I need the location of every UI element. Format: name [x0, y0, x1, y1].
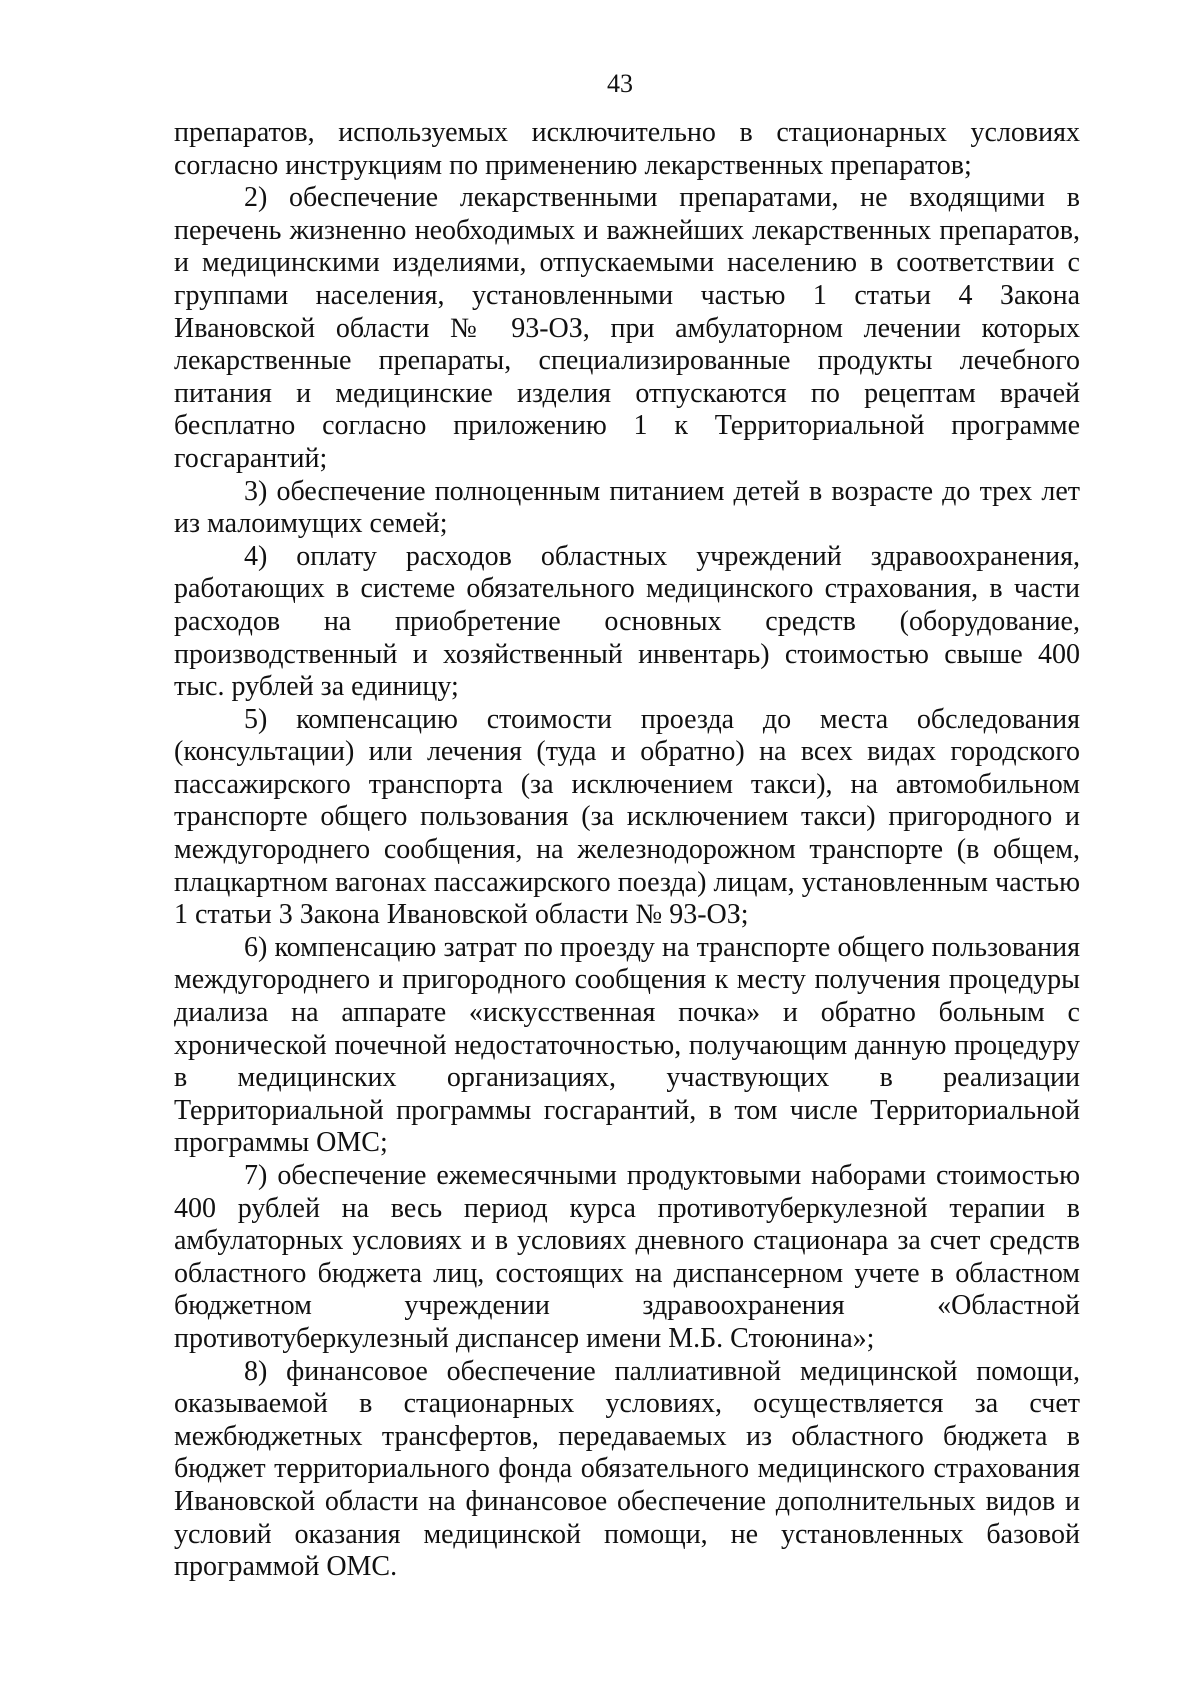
- paragraph-continuation: препаратов, используемых исключительно в стационарных условиях согласно инструкциям по применению лекарственных препаратов;: [174, 117, 1080, 181]
- paragraph-item-4: 4) оплату расходов областных учреждений здравоохранения, работающих в системе обязательного медицинского страхования, в части расходов на приобретение основных средств (оборудование, производственный и хозяйственный инвентарь) стоимостью свыше 400 тыс. рублей за единицу;: [174, 540, 1080, 703]
- paragraph-item-2: 2) обеспечение лекарственными препаратами, не входящими в перечень жизненно необходимых и важнейших лекарственных препаратов, и медицинскими изделиями, отпускаемыми населению в соответствии с группами населения, установленными частью 1 статьи 4 Закона Ивановской области № 93-ОЗ, при амбулаторном лечении которых лекарственные препараты, специализированные продукты лечебного питания и медицинские изделия отпускаются по рецептам врачей бесплатно согласно приложению 1 к Территориальной программе госгарантий;: [174, 182, 1080, 474]
- document-body: [174, 117, 1080, 1584]
- paragraph-item-5: 5) компенсацию стоимости проезда до места обследования (консультации) или лечения (туда и обратно) на всех видах городского пассажирского транспорта (за исключением такси), на автомобильном транспорте общего пользования (за исключением такси) пригородного и междугороднего сообщения, на железнодорожном транспорте (в общем, плацкартном вагонах пассажирского поезда) лицам, установленным частью 1 статьи 3 Закона Ивановской области № 93-ОЗ;: [174, 703, 1080, 931]
- paragraph-item-8: 8) финансовое обеспечение паллиативной медицинской помощи, оказываемой в стационарных условиях, осуществляется за счет межбюджетных трансфертов, передаваемых из областного бюджета в бюджет территориального фонда обязательного медицинского страхования Ивановской области на финансовое обеспечение дополнительных видов и условий оказания медицинской помощи, не установленных базовой программой ОМС.: [174, 1355, 1080, 1583]
- page-number: 43: [607, 69, 633, 98]
- paragraph-item-7: 7) обеспечение ежемесячными продуктовыми наборами стоимостью 400 рублей на весь период курса противотуберкулезной терапии в амбулаторных условиях и в условиях дневного стационара за счет средств областного бюджета лиц, состоящих на диспансерном учете в областном бюджетном учреждении здравоохранения «Областной противотуберкулезный диспансер имени М.Б. Стоюнина»;: [174, 1160, 1080, 1354]
- paragraph-item-3: 3) обеспечение полноценным питанием детей в возрасте до трех лет из малоимущих семей;: [174, 475, 1080, 540]
- paragraph-item-6: 6) компенсацию затрат по проезду на транспорте общего пользования междугороднего и пригородного сообщения к месту получения процедуры диализа на аппарате «искусственная почка» и обратно больным с хронической почечной недостаточностью, получающим данную процедуру в медицинских организациях, участвующих в реализации Территориальной программы госгарантий, в том числе Территориальной программы ОМС;: [174, 931, 1080, 1159]
